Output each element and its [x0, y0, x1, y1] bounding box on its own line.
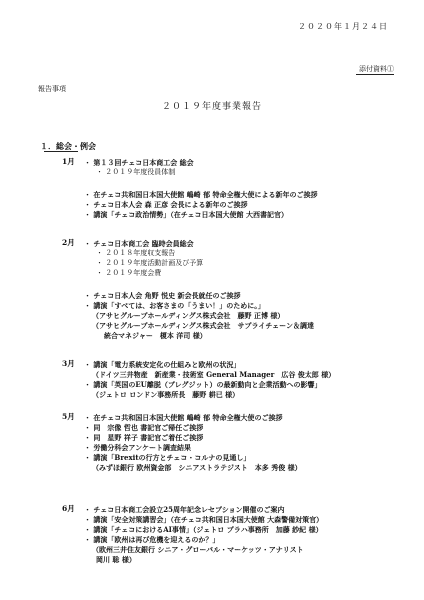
list-item: ・ チェコ日本商工会 臨時会員総会 [84, 239, 194, 248]
list-item: ・ 講演「電力系統安定化の仕組みと欧州の状況」 [84, 360, 241, 369]
month-label-jun: 6月 [62, 504, 75, 513]
list-item: ・ 講演「欧州は再び危機を迎えるのか？」 [84, 535, 220, 544]
list-item: （アサヒグループホールディングス株式会社 サプライチェーン＆調達 [92, 321, 314, 330]
list-item: ・ 在チェコ共和国日本国大使館 嶋崎 郁 特命全権大使のご挨拶 [84, 413, 283, 422]
list-item: （ジェトロ ロンドン事務所長 藤野 耕已 様） [92, 390, 240, 399]
list-item: （みずほ銀行 欧州資金部 シニアストラテジスト 本多 秀俊 様） [92, 463, 302, 472]
list-item: ・ 同 星野 祥子 書記官ご着任ご挨拶 [84, 433, 204, 442]
list-item: （ドイツ三井物産 新産業・技術室 General Manager 広谷 俊太郎 様） [92, 370, 336, 379]
list-item: ・ ２０１９年度役員体制 [96, 168, 176, 176]
list-item: 統合マネジャー 榎本 洋司 様） [104, 331, 207, 340]
list-item: ・ 在チェコ共和国日本国大使館 嶋崎 郁 特命全権大使による新年のご挨拶 [84, 190, 318, 199]
month-label-mar: 3月 [62, 359, 75, 368]
list-item: ・ 講演「英国のEU離脱（ブレグジット）の最新動向と企業活動への影響」 [84, 380, 322, 389]
list-item: ・ ２０１９年度活動計画及び予算 [96, 259, 204, 267]
list-item: ・ 講演「チェコ政治情勢」（在チェコ日本国大使館 大西書記官） [84, 210, 288, 219]
document-title: ２０１９年度事業報告 [161, 102, 262, 112]
month-label-jan: 1月 [62, 157, 75, 166]
list-item: ・ 第１３回チェコ日本商工会 総会 [84, 158, 194, 167]
list-item: ・ チェコ日本人会 森 正彦 会長による新年のご挨拶 [84, 200, 248, 209]
report-section-label: 報告事項 [38, 85, 66, 93]
section-heading: １．総会・例会 [40, 141, 96, 151]
document-date: ２０２０年１月２４日 [298, 22, 388, 31]
attachment-label: 添付資料① [359, 65, 394, 73]
month-label-feb: 2月 [62, 238, 75, 247]
list-item: ・ 講演「Brexitの行方とチェコ・コルナの見通し」 [84, 453, 251, 462]
list-item: ・ 労働分科会アンケート調査結果 [84, 443, 192, 452]
list-item: （アサヒグループホールディングス株式会社 藤野 正博 様） [92, 311, 285, 320]
list-item: ・ ２０１９年度会費 [96, 269, 162, 277]
list-item: 岡川 聡 様） [96, 555, 136, 564]
list-item: ・ 講演「チェコにおけるAI事情」（ジェトロ プラハ事務所 加藤 紗紀 様） [84, 525, 323, 534]
attachment-underline [356, 74, 394, 75]
list-item: （欧州三井住友銀行 シニア・グローバル・マーケッツ・アナリスト [92, 545, 304, 554]
list-item: ・ ２０１８年度収支報告 [96, 249, 176, 257]
list-item: ・ 同 宗像 哲也 書記官ご帰任ご挨拶 [84, 423, 204, 432]
list-item: ・ チェコ日本人会 角野 悦史 新会長就任のご挨拶 [84, 291, 241, 300]
list-item: ・ チェコ日本商工会設立25周年記念レセプション開催のご案内 [84, 505, 285, 514]
list-item: ・ 講演「すべては、お客さまの「うまい！」のために。」 [84, 301, 265, 310]
section-heading-underline [44, 151, 78, 152]
month-label-may: 5月 [62, 412, 75, 421]
list-item: ・ 講演「安全対策講習会」（在チェコ共和国日本国大使館 大森警備対策官） [84, 515, 324, 524]
